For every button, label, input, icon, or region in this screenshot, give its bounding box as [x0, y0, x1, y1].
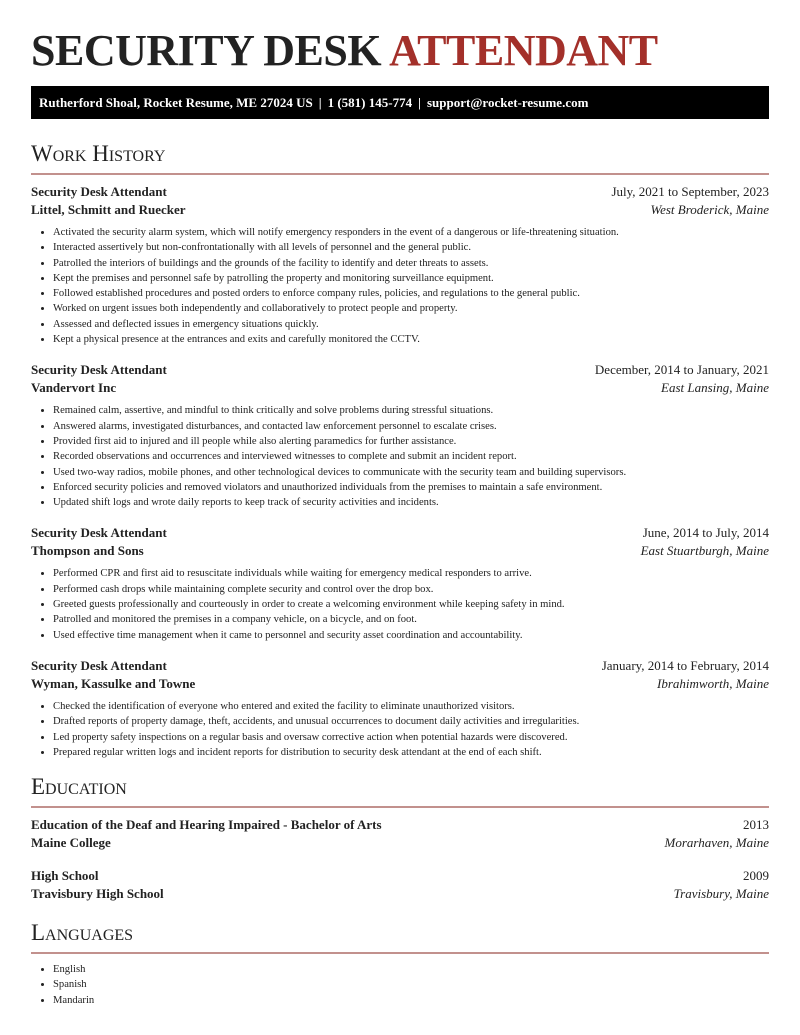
- job-title: Security Desk Attendant: [31, 657, 167, 673]
- entry-row: [31, 816, 769, 834]
- school-location: Morarhaven, Maine: [664, 835, 769, 851]
- school-name: Travisbury High School: [31, 886, 164, 902]
- job-bullets: [31, 699, 769, 760]
- bullet-item: • Recorded observations and occurrences and interviewed witnesses to complete and submit an incident report.: [53, 449, 769, 464]
- job-location: Ibrahimworth, Maine: [657, 675, 769, 691]
- section-divider: [31, 806, 769, 808]
- section-divider: [31, 952, 769, 954]
- bullet-item: • Performed cash drops while maintaining complete security and control over the drop box.: [53, 582, 769, 597]
- job-location: East Lansing, Maine: [661, 380, 769, 396]
- languages-heading: Languages: [31, 920, 134, 946]
- contact-phone: 1 (581) 145-774: [327, 95, 413, 110]
- job-dates: December, 2014 to January, 2021: [594, 362, 769, 378]
- education-entry: [31, 816, 769, 852]
- section-divider: [31, 173, 769, 175]
- bullet-item: • Answered alarms, investigated disturbances, and contacted law enforcement personnel to escalate crises.: [53, 419, 769, 434]
- bullet-item: • Used effective time management when it came to personnel and security asset coordination and accountability.: [53, 628, 769, 643]
- bullet-item: • Led property safety inspections on a regular basis and oversaw corrective action when potential hazards were discovered.: [53, 730, 769, 745]
- bullet-item: • Interacted assertively but non-confrontationally with all levels of personnel and the general public.: [53, 240, 769, 255]
- company-name: Vandervort Inc: [31, 380, 117, 396]
- bullet-item: • Drafted reports of property damage, theft, accidents, and unusual occurrences to document daily activities and irregularities.: [53, 714, 769, 729]
- bullet-item: • Provided first aid to injured and ill people while also alerting paramedics for further assistance.: [53, 434, 769, 449]
- entry-row: [31, 867, 769, 885]
- job-entry: [31, 524, 769, 642]
- bullet-item: • Prepared regular written logs and incident reports for distribution to security desk attendant at the end of each shift.: [53, 745, 769, 760]
- job-entry: [31, 183, 769, 347]
- bullet-item: • Checked the identification of everyone who entered and exited the facility to eliminate unauthorized visitors.: [53, 699, 769, 714]
- contact-bar: Rutherford Shoal, Rocket Resume, ME 27024 US | 1 (581) 145-774 | support@rocket-resume.com: [31, 86, 769, 119]
- entry-row: [31, 657, 769, 675]
- job-dates: January, 2014 to February, 2014: [601, 657, 769, 673]
- school-location: Travisbury, Maine: [673, 886, 769, 902]
- job-title: Security Desk Attendant: [31, 525, 167, 541]
- job-title: Security Desk Attendant: [31, 362, 167, 378]
- job-bullets: [31, 403, 769, 510]
- contact-address: Rutherford Shoal, Rocket Resume, ME 27024 US: [39, 95, 313, 110]
- languages-list: [31, 962, 769, 1008]
- degree: Education of the Deaf and Hearing Impaired - Bachelor of Arts: [31, 817, 382, 833]
- entry-row: [31, 361, 769, 379]
- entry-row: [31, 201, 769, 219]
- job-dates: July, 2021 to September, 2023: [611, 184, 769, 199]
- graduation-year: 2013: [743, 817, 769, 833]
- entry-row: [31, 183, 769, 201]
- language-item: • Mandarin: [53, 993, 769, 1008]
- bullet-item: • Worked on urgent issues both independently and collaboratively to protect people and property.: [53, 301, 769, 316]
- bullet-item: • Kept a physical presence at the entrances and exits and carefully monitored the CCTV.: [53, 332, 769, 347]
- entry-row: [31, 885, 769, 903]
- work-history-list: [31, 183, 769, 760]
- work-history-heading: Work History: [31, 141, 166, 166]
- resume-title: SECURITY DESK ATTENDANT: [31, 26, 658, 75]
- education-entry: [31, 867, 769, 903]
- job-dates: June, 2014 to July, 2014: [642, 525, 769, 541]
- job-location: West Broderick, Maine: [650, 202, 769, 217]
- entry-row: [31, 834, 769, 852]
- entry-row: [31, 675, 769, 693]
- language-item: • English: [53, 962, 769, 977]
- bullet-item: • Remained calm, assertive, and mindful to think critically and solve problems during stressful situations.: [53, 403, 769, 418]
- entry-row: [31, 524, 769, 542]
- bullet-item: • Performed CPR and first aid to resuscitate individuals while waiting for emergency medical responders to arrive.: [53, 566, 769, 581]
- graduation-year: 2009: [743, 868, 769, 884]
- entry-row: [31, 542, 769, 560]
- degree: High School: [31, 868, 99, 884]
- job-title: Security Desk Attendant: [31, 184, 167, 199]
- education-heading: Education: [31, 774, 127, 800]
- bullet-item: • Updated shift logs and wrote daily reports to keep track of security activities and incidents.: [53, 495, 769, 510]
- bullet-item: • Followed established procedures and posted orders to enforce company rules, policies, and regulations to the general public.: [53, 286, 769, 301]
- entry-row: [31, 379, 769, 397]
- job-entry: [31, 657, 769, 760]
- bullet-item: • Activated the security alarm system, which will notify emergency responders in the event of a dangerous or life-threatening situation.: [53, 225, 769, 240]
- job-entry: [31, 361, 769, 510]
- company-name: Wyman, Kassulke and Towne: [31, 675, 196, 691]
- job-bullets: [31, 225, 769, 347]
- bullet-item: • Assessed and deflected issues in emergency situations quickly.: [53, 317, 769, 332]
- bullet-item: • Kept the premises and personnel safe by patrolling the property and monitoring surveillance equipment.: [53, 271, 769, 286]
- job-bullets: [31, 566, 769, 642]
- bullet-item: • Patrolled the interiors of buildings and the grounds of the facility to identify and deter threats to assets.: [53, 256, 769, 271]
- contact-email[interactable]: support@rocket-resume.com: [426, 95, 589, 110]
- school-name: Maine College: [31, 835, 111, 851]
- language-item: • Spanish: [53, 977, 769, 992]
- bullet-item: • Enforced security policies and removed violators and unauthorized individuals from the premises to maintain a safe environment.: [53, 480, 769, 495]
- bullet-item: • Patrolled and monitored the premises in a company vehicle, on a bicycle, and on foot.: [53, 612, 769, 627]
- bullet-item: • Greeted guests professionally and courteously in order to create a welcoming environment while keeping safety in mind.: [53, 597, 769, 612]
- bullet-item: • Used two-way radios, mobile phones, and other technological devices to communicate with the security team and building supervisors.: [53, 465, 769, 480]
- company-name: Littel, Schmitt and Ruecker: [31, 202, 186, 217]
- company-name: Thompson and Sons: [31, 543, 144, 559]
- education-list: [31, 816, 769, 903]
- job-location: East Stuartburgh, Maine: [640, 543, 769, 559]
- title-accent: ATTENDANT: [389, 26, 658, 75]
